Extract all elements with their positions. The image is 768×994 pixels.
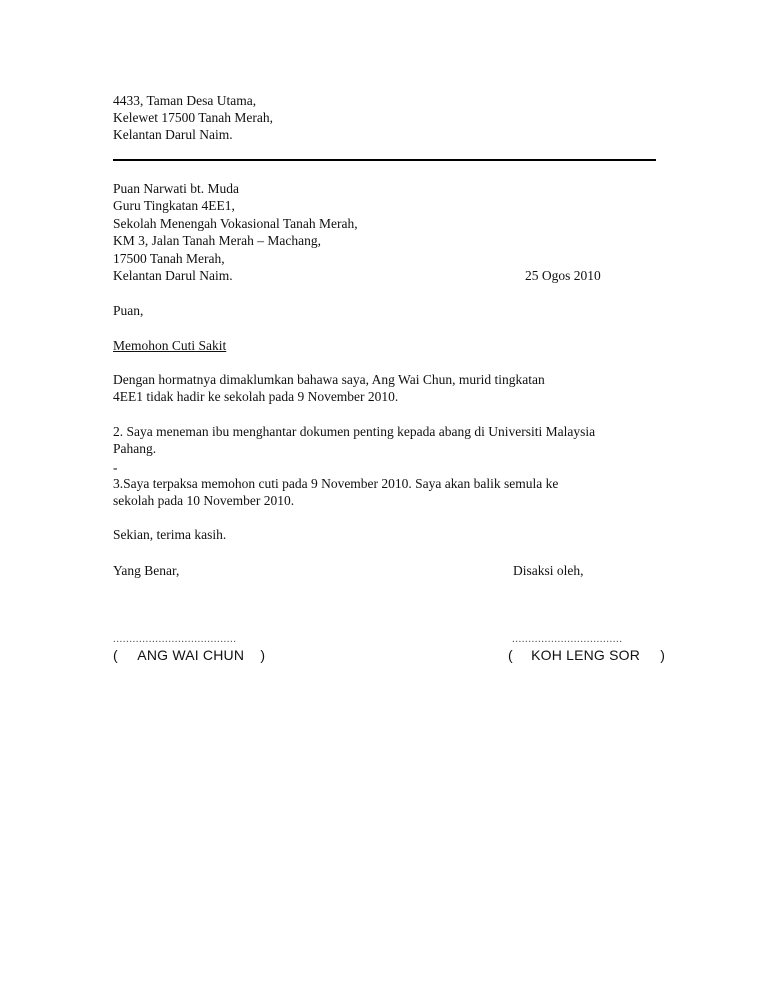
signoff-left-label: Yang Benar, [113, 563, 180, 578]
subject: Memohon Cuti Sakit [113, 338, 227, 353]
witness-close-paren: ) [660, 647, 666, 663]
closing: Sekian, terima kasih. [113, 527, 227, 542]
recipient-street: KM 3, Jalan Tanah Merah – Machang, [113, 233, 321, 248]
witness-open-paren: ( [508, 647, 513, 663]
sender-address-line-1: 4433, Taman Desa Utama, [113, 93, 257, 108]
recipient-name: Puan Narwati bt. Muda [113, 181, 239, 196]
paragraph-1-line-2: 4EE1 tidak hadir ke sekolah pada 9 November 2010. [113, 389, 399, 404]
signer-left-close-paren: ) [260, 647, 266, 663]
recipient-postcode: 17500 Tanah Merah, [113, 251, 225, 266]
paragraph-3-line-2: sekolah pada 10 November 2010. [113, 493, 295, 508]
sender-address-line-2: Kelewet 17500 Tanah Merah, [113, 110, 274, 125]
recipient-state: Kelantan Darul Naim. [113, 268, 233, 283]
signer-left-name: ANG WAI CHUN [137, 647, 245, 663]
sender-address-line-3: Kelantan Darul Naim. [113, 127, 233, 142]
paragraph-3-line-1: 3.Saya terpaksa memohon cuti pada 9 November 2010. Saya akan balik semula ke [113, 476, 559, 491]
paragraph-2-line-1: 2. Saya meneman ibu menghantar dokumen penting kepada abang di Universiti Malaysia [113, 424, 596, 439]
paragraph-2-line-2: Pahang. [113, 441, 157, 456]
witness-name: KOH LENG SOR [531, 647, 641, 663]
signoff-right-label: Disaksi oleh, [513, 563, 584, 578]
signer-left [113, 647, 265, 664]
recipient-position: Guru Tingkatan 4EE1, [113, 198, 235, 213]
signer-left-open-paren: ( [113, 647, 118, 663]
letter-date: 25 Ogos 2010 [525, 268, 601, 283]
paragraph-1-line-1: Dengan hormatnya dimaklumkan bahawa saya, Ang Wai Chun, murid tingkatan [113, 372, 545, 387]
signature-line-right: .................................. [512, 633, 623, 645]
header-divider [113, 159, 656, 161]
recipient-school: Sekolah Menengah Vokasional Tanah Merah, [113, 216, 358, 231]
salutation: Puan, [113, 303, 144, 318]
witness [508, 647, 665, 664]
signature-line-left: ...................................... [113, 633, 237, 645]
stray-dash: - [113, 460, 118, 475]
